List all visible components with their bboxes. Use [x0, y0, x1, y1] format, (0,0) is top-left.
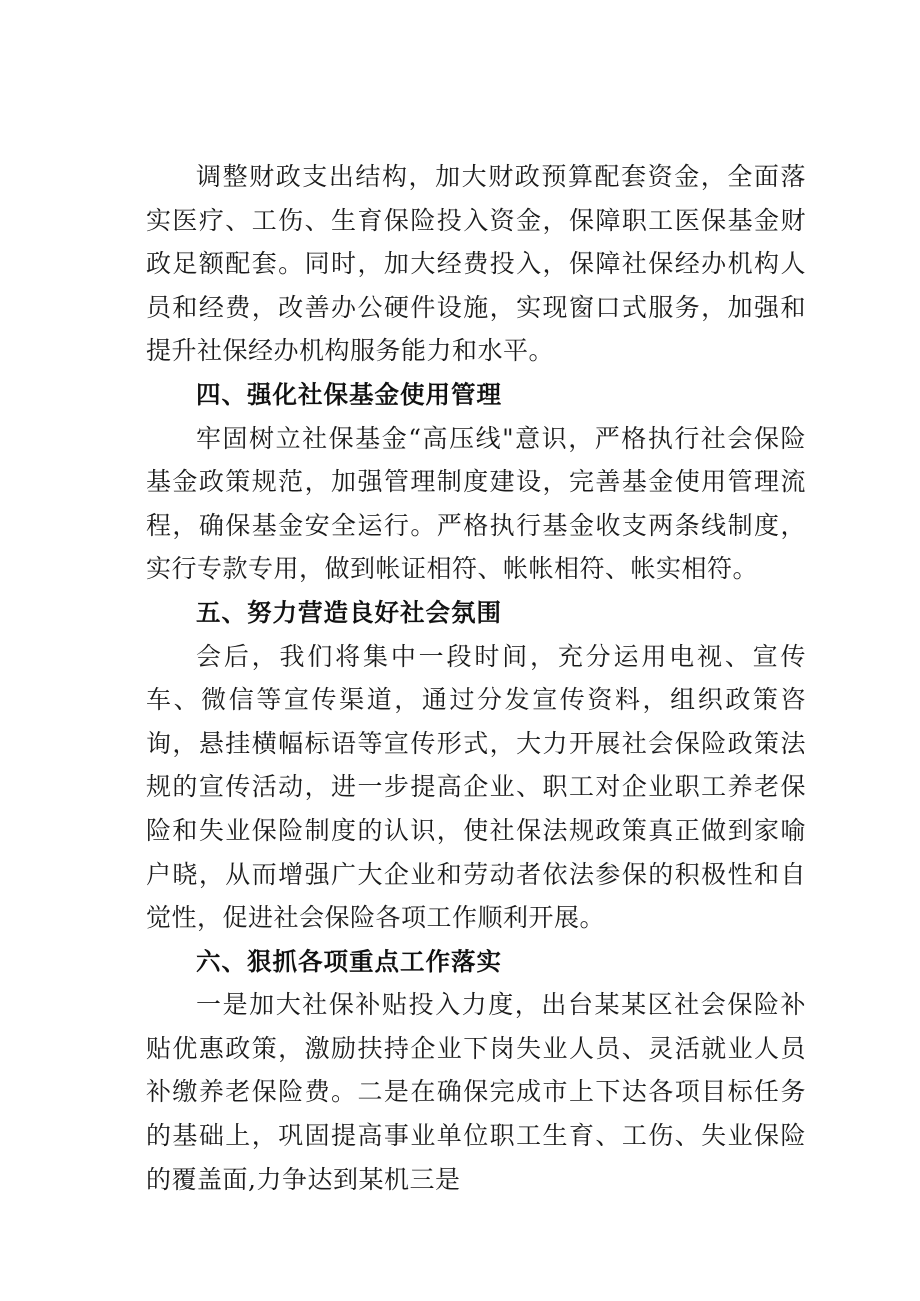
paragraph-social-atmosphere: 会后，我们将集中一段时间，充分运用电视、宣传车、微信等宣传渠道，通过分发宣传资料，组织政策咨询，悬挂横幅标语等宣传形式，大力开展社会保险政策法规的宣传活动，进一步提高企业、职工对企业职工养老保险和失业保险制度的认识，使社保法规政策真正做到家喻户晓，从而增强广大企业和劳动者依法参保的积极性和自觉性，促进社会保险各项工作顺利开展。 [146, 641, 806, 933]
paragraph-fund-management: 牢固树立社保基金“高压线"意识，严格执行社会保险基金政策规范，加强管理制度建设，完善基金使用管理流程，确保基金安全运行。严格执行基金收支两条线制度，实行专款专用，做到帐证相符、帐帐相符、帐实相符。 [146, 423, 806, 584]
heading-fund-management: 四、强化社保基金使用管理 [196, 379, 502, 409]
paragraph-key-work: 一是加大社保补贴投入力度，出台某某区社会保险补贴优惠政策，激励扶持企业下岗失业人员、灵活就业人员补缴养老保险费。二是在确保完成市上下达各项目标任务的基础上，巩固提高事业单位职工生育、工伤、失业保险的覆盖面,力争达到某机三是 [146, 990, 806, 1194]
document-page [146, 155, 806, 1201]
heading-key-work: 六、狠抓各项重点工作落实 [196, 946, 502, 976]
paragraph-finance-structure: 调整财政支出结构，加大财政预算配套资金，全面落实医疗、工伤、生育保险投入资金，保障职工医保基金财政足额配套。同时，加大经费投入，保障社保经办机构人员和经费，改善办公硬件设施，实现窗口式服务，加强和提升社保经办机构服务能力和水平。 [146, 162, 806, 366]
heading-social-atmosphere: 五、努力营造良好社会氛围 [196, 597, 502, 627]
